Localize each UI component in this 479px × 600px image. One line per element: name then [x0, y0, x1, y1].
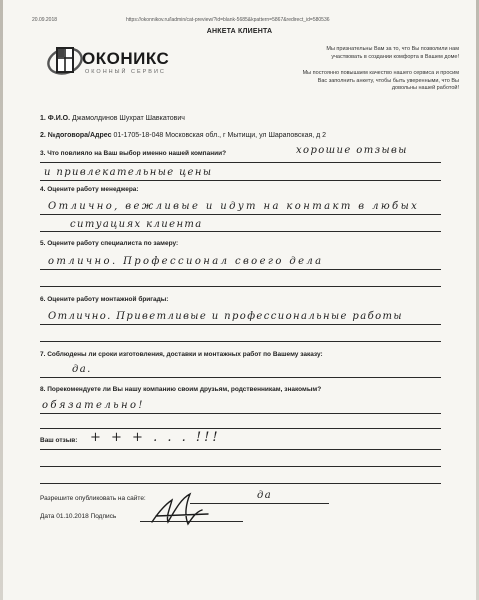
page-left-edge — [0, 0, 3, 600]
question-3-answer-continued: и привлекательные цены — [44, 167, 213, 178]
logo-subtitle: ОКОННЫЙ СЕРВИС — [85, 69, 166, 75]
question-7-label: 7. Соблюдены ли сроки изготовления, доставки и монтажных работ по Вашему заказу: — [40, 351, 323, 358]
answer-line — [40, 214, 441, 215]
question-4-answer: Отлично, вежливые и идут на контакт в любых — [48, 201, 420, 212]
question-8-label: 8. Порекомендуете ли Вы нашу компанию своим друзьям, родственникам, знакомым? — [40, 386, 322, 393]
intro-line: довольны нашей работой! — [391, 85, 459, 91]
question-5-label: 5. Оцените работу специалиста по замеру: — [40, 240, 179, 247]
print-date: 20.09.2018 — [32, 17, 58, 23]
logo-name: ОКОНИКС — [82, 49, 170, 68]
contract-value: 01-1705-18-048 Московская обл., г Мытищи, ул Шараповская, д 2 — [113, 132, 327, 139]
date-signature-label: Дата 01.10.2018 Подпись — [40, 513, 117, 520]
intro-line: участвовать в создании комфорта в Вашем доме! — [331, 53, 459, 60]
publish-answer: да — [257, 490, 273, 501]
logo-window-icon — [46, 44, 85, 77]
review-answer: + + + . . . !!! — [90, 430, 221, 445]
question-6-answer: Отлично. Приветливые и профессиональные работы — [48, 311, 403, 322]
question-5-answer: отлично. Профессионал своего дела — [48, 256, 324, 267]
question-4-answer-continued: ситуациях клиента — [70, 219, 203, 230]
answer-line — [40, 483, 441, 484]
answer-line — [40, 341, 441, 342]
answer-line — [40, 449, 441, 450]
answer-line — [40, 231, 441, 232]
intro-line: Вас заполнить анкету, чтобы быть уверенными, что Вы — [317, 77, 459, 84]
answer-line — [40, 162, 441, 163]
question-3-answer: хорошие отзывы — [296, 145, 408, 156]
print-url: https://okonnikov.ru/ladmin/cat-preview/?id=blank-5685&kpattern=5867&redirect_id=580536 — [126, 17, 330, 23]
answer-line — [40, 428, 441, 429]
answer-line — [40, 377, 441, 378]
contract-label: 2. №договора/Адрес — [40, 132, 112, 139]
intro-request — [259, 70, 459, 93]
document-title: АНКЕТА КЛИЕНТА — [206, 28, 273, 35]
intro-thanks — [259, 46, 459, 61]
contract-row — [40, 132, 326, 139]
answer-line — [40, 324, 441, 325]
answer-line — [40, 286, 441, 287]
fio-value: Джамолдинов Шухрат Шавкатович — [72, 115, 185, 122]
answer-line — [40, 413, 441, 414]
handwritten-signature — [146, 488, 216, 530]
answer-line — [40, 269, 441, 270]
question-3-label: 3. Что повлияло на Ваш выбор именно нашей компании? — [40, 150, 227, 157]
answer-line — [40, 466, 441, 467]
review-label: Ваш отзыв: — [40, 437, 78, 444]
question-6-label: 6. Оцените работу монтажной бригады: — [40, 296, 169, 303]
fio-row — [40, 115, 185, 122]
answer-line — [40, 180, 441, 181]
question-7-answer: да. — [72, 364, 92, 375]
question-4-label: 4. Оцените работу менеджера: — [40, 186, 139, 193]
publish-label: Разрешите опубликовать на сайте: — [40, 495, 146, 502]
fio-label: 1. Ф.И.О. — [40, 115, 71, 122]
intro-line: Мы постоянно повышаем качество нашего сервиса и просим — [302, 70, 459, 76]
question-8-answer: обязательно! — [42, 400, 145, 411]
intro-line: Мы признательны Вам за то, что Вы позволили нам — [326, 46, 459, 52]
